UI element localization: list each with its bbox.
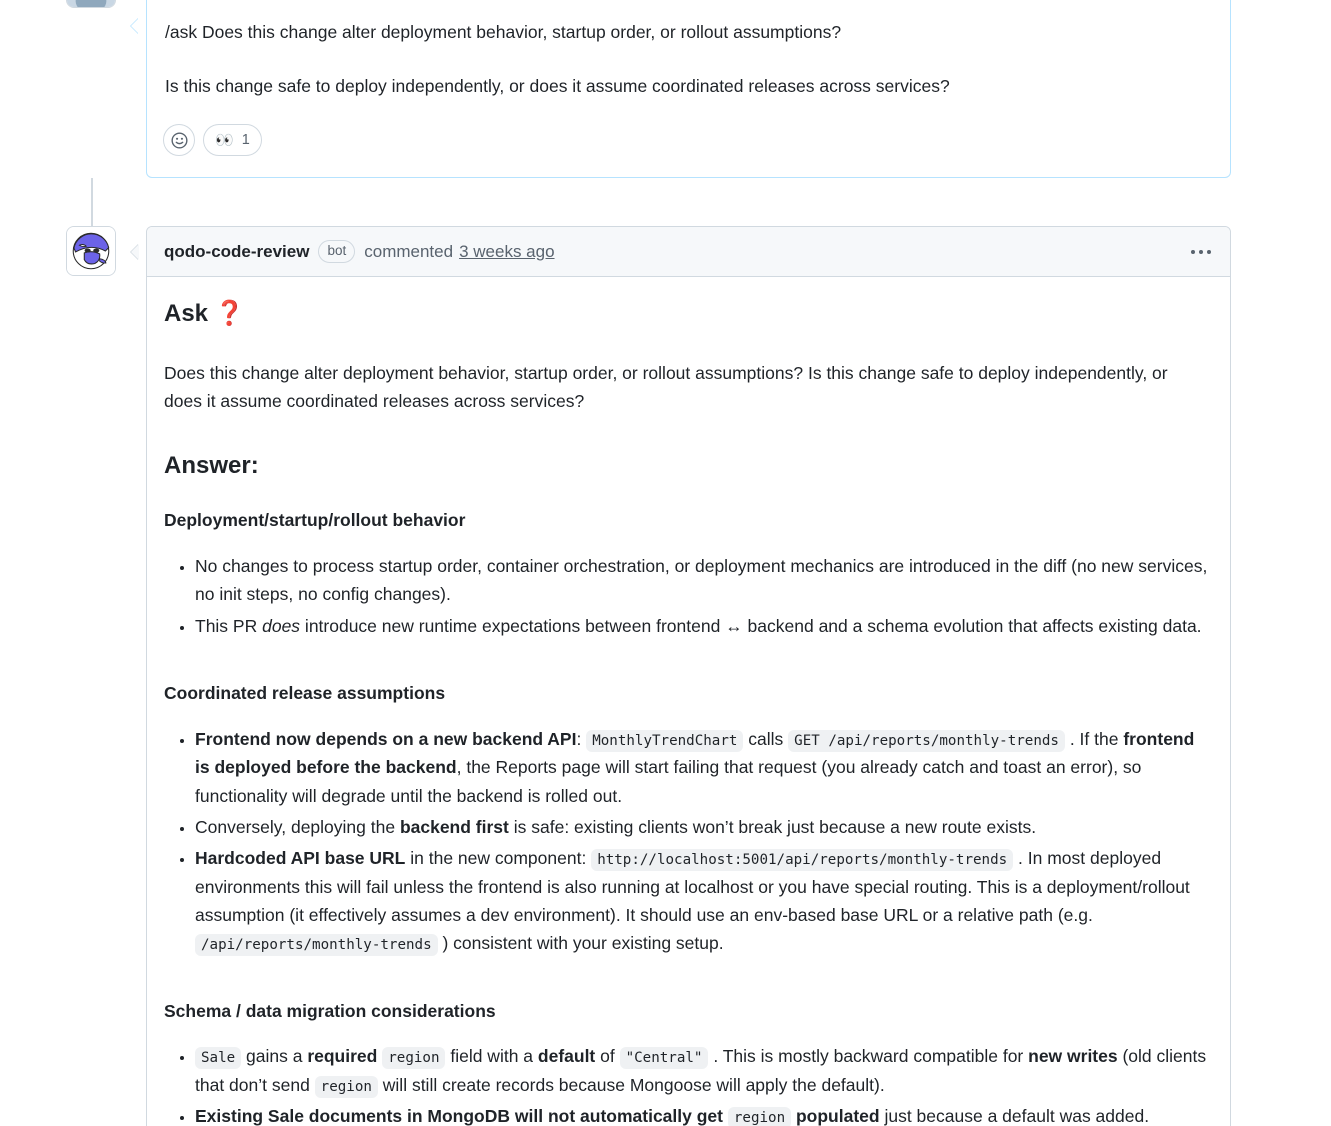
list-item: • Hardcoded API base URL in the new component: http://localhost:5001/api/reports/monthly-trends . In most deployed environments this will fail unless the frontend is also running at localhost or you have special routing. This is a deployment/rollout assumption (it effectively assumes a dev environment). It should use an env-based base URL or a relative path (e.g. /api/reports/monthly-trends ) consistent with your existing setup.: [195, 844, 1208, 957]
question-mark-emoji: ❓: [214, 300, 245, 327]
kebab-dot: [1191, 250, 1195, 254]
heading-ask-text: Ask: [164, 300, 209, 327]
avatar-user-top[interactable]: [66, 0, 116, 8]
question-restated: Does this change alter deployment behavior, startup order, or rollout assumptions? Is this change safe to deploy independently, or does it assume coordinated releases across services?: [164, 363, 1168, 411]
heading-answer: Answer:: [164, 452, 259, 480]
reaction-count: 1: [241, 132, 250, 148]
section-heading-deployment: Deployment/startup/rollout behavior: [164, 510, 466, 531]
comment-timestamp-link[interactable]: 3 weeks ago: [459, 241, 555, 261]
comment-header: [147, 227, 1230, 277]
kebab-dot: [1207, 250, 1211, 254]
list-item: • This PR does introduce new runtime expectations between frontend ↔ backend and a schema evolution that affects existing data.: [195, 612, 1208, 640]
qodo-mascot-icon: [67, 227, 115, 275]
bullet-list-coordinated-release: [164, 725, 1208, 958]
section-heading-schema-migration: Schema / data migration considerations: [164, 1000, 496, 1021]
add-reaction-button[interactable]: [163, 124, 195, 156]
reaction-eyes[interactable]: [203, 124, 262, 156]
smiley-icon: [171, 132, 188, 149]
section-heading-coordinated-release: Coordinated release assumptions: [164, 683, 446, 704]
bullet-list-deployment: [164, 552, 1208, 640]
commented-label: commented: [364, 241, 454, 261]
comment-arrow-fill-bot: [131, 244, 139, 260]
ask-question-line: Is this change safe to deploy independently, or does it assume coordinated releases across services?: [165, 76, 950, 97]
reactions-bar: [163, 124, 262, 156]
eyes-emoji: 👀: [215, 131, 234, 149]
list-item: • Frontend now depends on a new backend API: MonthlyTrendChart calls GET /api/reports/monthly-trends . If the frontend is deployed before the backend, the Reports page will start failing that request (you already catch and toast an error), so functionality will degrade until the backend is rolled out.: [195, 725, 1208, 810]
comment-options-menu-button[interactable]: [1186, 238, 1216, 266]
comment-box-user-ask: [146, 0, 1231, 178]
bullet-list-schema-migration: [164, 1042, 1208, 1126]
avatar-qodo-bot[interactable]: [66, 226, 116, 276]
comment-author[interactable]: qodo-code-review: [164, 241, 310, 261]
bot-badge: bot: [318, 240, 355, 263]
comment-arrow-fill-top: [131, 18, 139, 34]
kebab-dot: [1199, 250, 1203, 254]
user-avatar-image: [67, 0, 115, 7]
heading-ask: [164, 299, 1208, 329]
list-item: • Sale gains a required region field with a default of "Central" . This is mostly backward compatible for new writes (old clients that don’t send region will still create records because Mongoose will apply the default).: [195, 1042, 1208, 1099]
comment-box-qodo-review: [146, 226, 1231, 1126]
comment-markdown-body: [147, 277, 1230, 1126]
comment-body-user-ask: [147, 0, 1230, 100]
list-item: • No changes to process startup order, container orchestration, or deployment mechanics are introduced in the diff (no new services, no init steps, no config changes).: [195, 552, 1208, 609]
ask-command-line: /ask Does this change alter deployment behavior, startup order, or rollout assumptions?: [165, 22, 842, 42]
list-item: • Existing Sale documents in MongoDB will not automatically get region populated just because a default was added.: [195, 1102, 1208, 1126]
list-item: • Conversely, deploying the backend first is safe: existing clients won’t break just because a new route exists.: [195, 813, 1208, 841]
